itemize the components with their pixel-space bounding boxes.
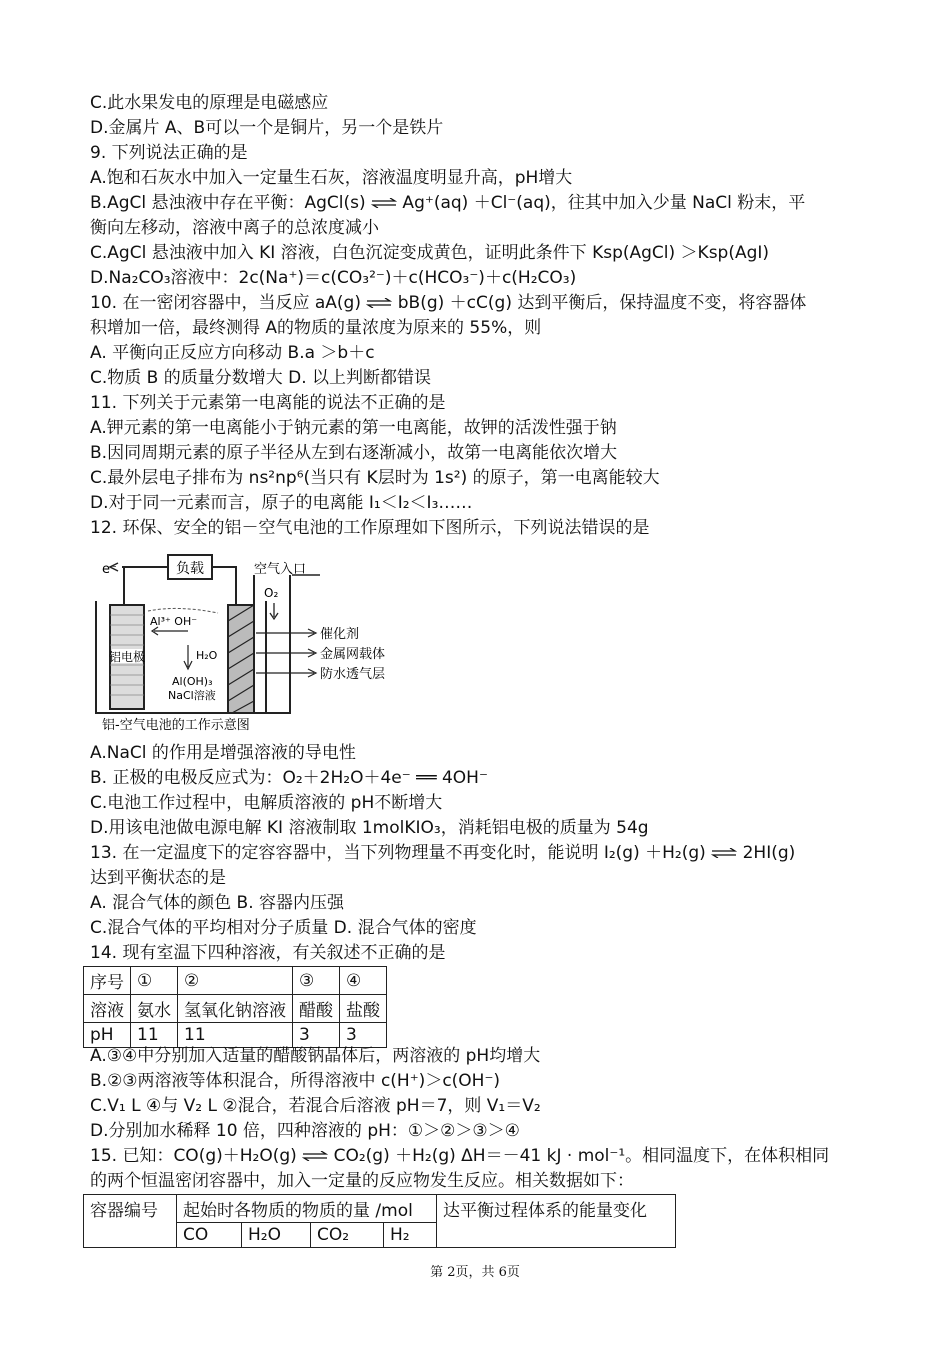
q9-option-b xyxy=(90,192,805,214)
table-cell: 11 xyxy=(131,1023,178,1048)
water-label: H₂O xyxy=(196,649,218,662)
table-cell: ④ xyxy=(340,967,387,995)
equilibrium-arrow-icon xyxy=(366,292,392,314)
question-9: 9. 下列说法正确的是 xyxy=(90,143,248,163)
question-13 xyxy=(90,842,795,864)
q14-option-a: A.③④中分别加入适量的醋酸钠晶体后，两溶液的 pH均增大 xyxy=(90,1046,541,1066)
q9-option-a: A.饱和石灰水中加入一定量生石灰，溶液温度明显升高，pH增大 xyxy=(90,168,573,188)
table-cell: CO xyxy=(177,1223,242,1248)
table-cell: 序号 xyxy=(84,967,131,995)
table-cell: 氨水 xyxy=(131,995,178,1023)
table-cell: 3 xyxy=(293,1023,340,1048)
q12-option-d: D.用该电池做电源电解 KI 溶液制取 1molKIO₃，消耗铝电极的质量为 54g xyxy=(90,818,649,838)
membrane-label: 防水透气层 xyxy=(320,667,386,682)
oxygen-label: O₂ xyxy=(264,586,279,600)
question-14: 14. 现有室温下四种溶液，有关叙述不正确的是 xyxy=(90,943,446,963)
table-row xyxy=(84,1023,387,1048)
question-15 xyxy=(90,1145,829,1167)
ions-label: Al³⁺ OH⁻ xyxy=(150,615,198,628)
table-cell: H₂ xyxy=(384,1223,437,1248)
electron-label: e⁻ xyxy=(102,562,117,577)
q13-text-1: 13. 在一定温度下的定容容器中，当下列物理量不再变化时，能说明 I₂(g) ＋H₂(g) xyxy=(90,843,712,863)
q14-option-b: B.②③两溶液等体积混合，所得溶液中 c(H⁺)＞c(OH⁻) xyxy=(90,1071,501,1091)
table-cell: 溶液 xyxy=(84,995,131,1023)
option-d-q8: D.金属片 A、B可以一个是铜片，另一个是铁片 xyxy=(90,118,444,138)
question-11: 11. 下列关于元素第一电离能的说法不正确的是 xyxy=(90,393,446,413)
table-header-cell: 容器编号 xyxy=(84,1195,177,1248)
catalyst-label: 催化剂 xyxy=(320,627,360,642)
equilibrium-arrow-icon xyxy=(711,842,737,864)
table-cell: CO₂ xyxy=(311,1223,384,1248)
air-inlet-label: 空气入口 xyxy=(254,562,307,577)
reaction-data-table xyxy=(83,1194,676,1248)
electrode-label: 铝电极 xyxy=(108,650,146,664)
q10-options-cd: C.物质 B 的质量分数增大 D. 以上判断都错误 xyxy=(90,368,432,388)
table-cell: 氢氧化钠溶液 xyxy=(178,995,293,1023)
table-cell: 盐酸 xyxy=(340,995,387,1023)
aloh3-label: Al(OH)₃ xyxy=(172,675,213,688)
table-cell: ② xyxy=(178,967,293,995)
q12-option-a: A.NaCl 的作用是增强溶液的导电性 xyxy=(90,743,356,763)
q14-option-d: D.分别加水稀释 10 倍，四种溶液的 pH：①＞②＞③＞④ xyxy=(90,1121,520,1141)
table-header-cell: 达平衡过程体系的能量变化 xyxy=(437,1195,676,1248)
option-c-q8: C.此水果发电的原理是电磁感应 xyxy=(90,93,329,113)
q14-option-c: C.V₁ L ④与 V₂ L ②混合，若混合后溶液 pH＝7，则 V₁＝V₂ xyxy=(90,1096,541,1116)
q12-option-c: C.电池工作过程中，电解质溶液的 pH不断增大 xyxy=(90,793,443,813)
table-cell: 醋酸 xyxy=(293,995,340,1023)
q11-option-a: A.钾元素的第一电离能小于钠元素的第一电离能，故钾的活泼性强于钠 xyxy=(90,418,617,438)
table-cell: pH xyxy=(84,1023,131,1048)
q10-text-1: 10. 在一密闭容器中，当反应 aA(g) xyxy=(90,293,367,313)
table-row xyxy=(84,967,387,995)
solutions-table xyxy=(83,966,387,1048)
equilibrium-arrow-icon xyxy=(302,1145,328,1167)
q9-option-c: C.AgCl 悬浊液中加入 KI 溶液，白色沉淀变成黄色，证明此条件下 Ksp(AgCl) ＞Ksp(AgI) xyxy=(90,243,770,263)
q9b-text-2: Ag⁺(aq) ＋Cl⁻(aq)，往其中加入少量 NaCl 粉末，平 xyxy=(397,193,806,213)
q10-text-2: bB(g) ＋cC(g) 达到平衡后，保持温度不变，将容器体 xyxy=(392,293,807,313)
table-row xyxy=(84,1195,676,1223)
question-10-cont: 积增加一倍，最终测得 A的物质的量浓度为原来的 55%，则 xyxy=(90,318,542,338)
q11-option-b: B.因同周期元素的原子半径从左到右逐渐减小，故第一电离能依次增大 xyxy=(90,443,618,463)
question-10 xyxy=(90,292,806,314)
q12-option-b: B. 正极的电极反应式为：O₂＋2H₂O＋4e⁻ ══ 4OH⁻ xyxy=(90,768,488,788)
table-cell: H₂O xyxy=(242,1223,311,1248)
q11-option-d: D.对于同一元素而言，原子的电离能 I₁＜I₂＜I₃…… xyxy=(90,493,473,513)
table-cell: ③ xyxy=(293,967,340,995)
question-12: 12. 环保、安全的铝－空气电池的工作原理如下图所示，下列说法错误的是 xyxy=(90,518,650,538)
q15-text-2: CO₂(g) ＋H₂(g) ΔH＝－41 kJ · mol⁻¹。相同温度下，在体积相同 xyxy=(328,1146,830,1166)
table-cell: 3 xyxy=(340,1023,387,1048)
diagram-caption: 铝-空气电池的工作示意图 xyxy=(102,718,250,733)
mesh-label: 金属网载体 xyxy=(320,647,386,662)
q9b-text-1: B.AgCl 悬浊液中存在平衡：AgCl(s) xyxy=(90,193,372,213)
q9-option-b-cont: 衡向左移动，溶液中离子的总浓度减小 xyxy=(90,218,379,238)
q11-option-c: C.最外层电子排布为 ns²np⁶(当只有 K层时为 1s²) 的原子，第一电离能较大 xyxy=(90,468,660,488)
table-cell: ① xyxy=(131,967,178,995)
q10-options-ab: A. 平衡向正反应方向移动 B.a ＞b＋c xyxy=(90,343,375,363)
q9-option-d: D.Na₂CO₃溶液中：2c(Na⁺)＝c(CO₃²⁻)＋c(HCO₃⁻)＋c(H₂CO₃) xyxy=(90,268,577,288)
nacl-label: NaCl溶液 xyxy=(168,689,216,702)
q13-text-2: 2HI(g) xyxy=(737,843,796,863)
q15-text-1: 15. 已知：CO(g)＋H₂O(g) xyxy=(90,1146,303,1166)
table-row xyxy=(84,995,387,1023)
battery-diagram xyxy=(88,545,428,735)
question-13-cont: 达到平衡状态的是 xyxy=(90,868,226,888)
page-footer: 第 2页，共 6页 xyxy=(430,1265,520,1280)
question-15-cont: 的两个恒温密闭容器中，加入一定量的反应物发生反应。相关数据如下： xyxy=(90,1171,634,1191)
q13-options-cd: C.混合气体的平均相对分子质量 D. 混合气体的密度 xyxy=(90,918,477,938)
q13-options-ab: A. 混合气体的颜色 B. 容器内压强 xyxy=(90,893,345,913)
table-cell: 11 xyxy=(178,1023,293,1048)
table-header-cell: 起始时各物质的物质的量 /mol xyxy=(177,1195,437,1223)
load-label: 负载 xyxy=(176,561,204,577)
equilibrium-arrow-icon xyxy=(371,192,397,214)
